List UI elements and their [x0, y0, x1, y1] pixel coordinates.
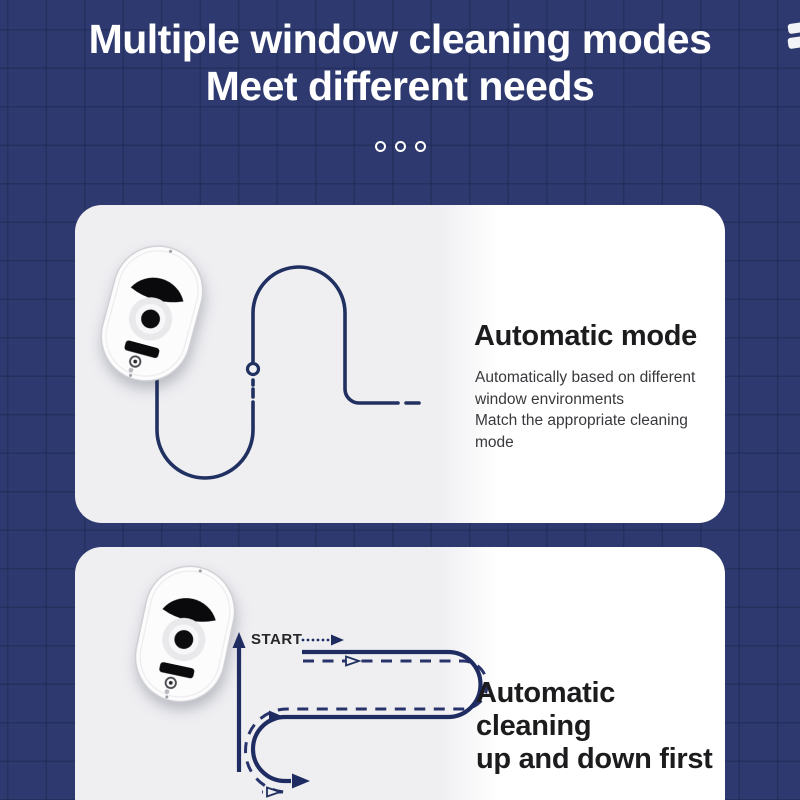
description-line: Automatically based on different [475, 369, 696, 386]
indicator-dot [415, 141, 426, 152]
description-line: mode [475, 433, 514, 451]
dashed-track [246, 661, 487, 792]
position-marker-ring [248, 364, 259, 375]
description-line: Match the appropriate cleaning [475, 412, 688, 429]
page-title [0, 16, 800, 110]
start-label: START [251, 631, 303, 648]
slide-indicator-dots [0, 141, 800, 152]
hollow-arrow-icon [346, 657, 359, 666]
path-arch-curve [253, 267, 398, 403]
card2-heading-line2: up and down first [476, 743, 713, 775]
card2-heading [476, 677, 725, 776]
decoration-fragment [787, 36, 800, 49]
arrow-icon [269, 711, 284, 724]
clipped-edge-decoration [788, 23, 800, 52]
hollow-arrow-icon [267, 788, 280, 797]
description-line: window environments [475, 390, 625, 408]
card-automatic-mode [75, 205, 725, 523]
arrow-icon [292, 774, 310, 789]
dotted-arrow-icon [331, 635, 344, 646]
page-title-line2: Meet different needs [205, 63, 595, 109]
card2-heading-line1: Automatic cleaning [476, 677, 616, 742]
card1-description [475, 367, 695, 453]
indicator-dot [375, 141, 386, 152]
card1-heading: Automatic mode [474, 320, 697, 352]
card-up-down-cleaning [75, 547, 725, 800]
up-arrow-icon [233, 632, 246, 648]
indicator-dot [395, 141, 406, 152]
solid-s-path [253, 652, 481, 781]
page-title-line1: Multiple window cleaning modes [88, 16, 712, 62]
decoration-fragment [787, 22, 800, 34]
